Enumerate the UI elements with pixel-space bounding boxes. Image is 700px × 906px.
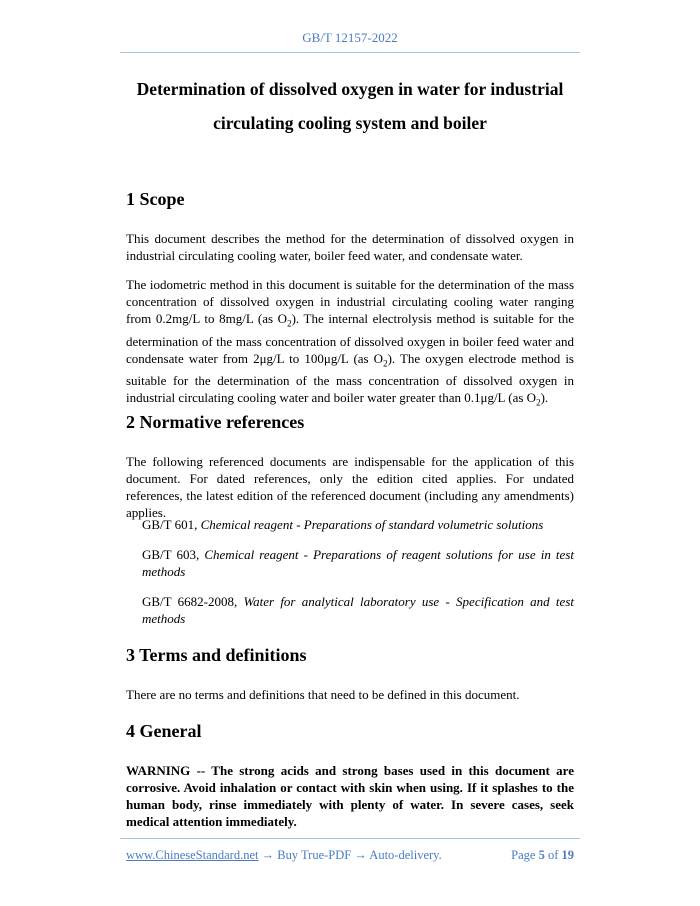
section-heading-general: 4 General [126, 721, 202, 741]
header-divider [120, 52, 580, 53]
warning-paragraph: WARNING -- The strong acids and strong bases used in this document are corrosive. Avoid inhalation or contact with skin when using. If it splashes to the human body, rinse immediately with plenty of water. In severe cases, seek medical attention immediately. [126, 763, 574, 829]
section-heading-scope: 1 Scope [126, 189, 185, 209]
reference-item [142, 546, 574, 580]
scope-p2-part-a: The iodometric method in this document is suitable for the determination of the mass concentration of dissolved oxygen in industrial circulating cooling water ranging from 0.2mg/L to 8mg/L (as O [126, 277, 574, 326]
subscript-2: 2 [383, 358, 388, 369]
document-title [100, 72, 600, 140]
page-footer [126, 848, 574, 863]
scope-p2-part-d: ). [540, 390, 549, 406]
title-line-1: Determination of dissolved oxygen in water for industrial [136, 79, 564, 99]
header-doc-code: GB/T 12157-2022 [302, 30, 398, 45]
reference-code: GB/T 603, [142, 547, 205, 562]
footer-divider [120, 838, 580, 839]
section-heading-normative-references: 2 Normative references [126, 412, 305, 432]
scope-p2-part-c: ). The oxygen electrode method is suitable for the determination of the mass concentration of dissolved oxygen in industrial circulating cooling water and boiler water greater than 0.1μg/L (as O [126, 350, 574, 406]
scope-p2-part-b: ). The internal electrolysis method is suitable for the determination of the mass concentration of dissolved oxygen in boiler feed water and condensate water from 2μg/L to 100μg/L (as O [126, 311, 574, 366]
terms-paragraph-1: There are no terms and definitions that need to be defined in this document. [126, 687, 520, 702]
reference-title: Chemical reagent - Preparations of standard volumetric solutions [200, 517, 544, 532]
reference-item [142, 516, 574, 533]
reference-code: GB/T 601, [142, 517, 201, 532]
section-heading-terms: 3 Terms and definitions [126, 645, 307, 665]
scope-paragraph-1: This document describes the method for the determination of dissolved oxygen in industrial circulating cooling water, boiler feed water, and condensate water. [126, 231, 574, 263]
reference-title: Chemical reagent - Preparations of reagent solutions for use in test methods [142, 547, 574, 579]
page-current: 5 [538, 848, 545, 862]
footer-purchase-text: → Buy True-PDF → Auto-delivery. [258, 848, 442, 862]
reference-title: Water for analytical laboratory use - Specification and test methods [142, 594, 574, 626]
page-label: Page [511, 848, 539, 862]
title-line-2: circulating cooling system and boiler [213, 113, 487, 133]
page-of: of [544, 848, 562, 862]
scope-paragraph-2 [126, 276, 574, 412]
page-total: 19 [561, 848, 574, 862]
subscript-2: 2 [287, 318, 292, 329]
subscript-2: 2 [536, 397, 541, 408]
normative-paragraph-1: The following referenced documents are indispensable for the application of this document. For dated references, only the edition cited applies. For undated references, the latest edition of the referenced document (including any amendments) applies. [126, 454, 574, 520]
page-number [511, 848, 574, 863]
chinesestandard-link[interactable]: www.ChineseStandard.net [126, 848, 259, 862]
reference-item [142, 593, 574, 627]
reference-code: GB/T 6682-2008, [142, 594, 244, 609]
